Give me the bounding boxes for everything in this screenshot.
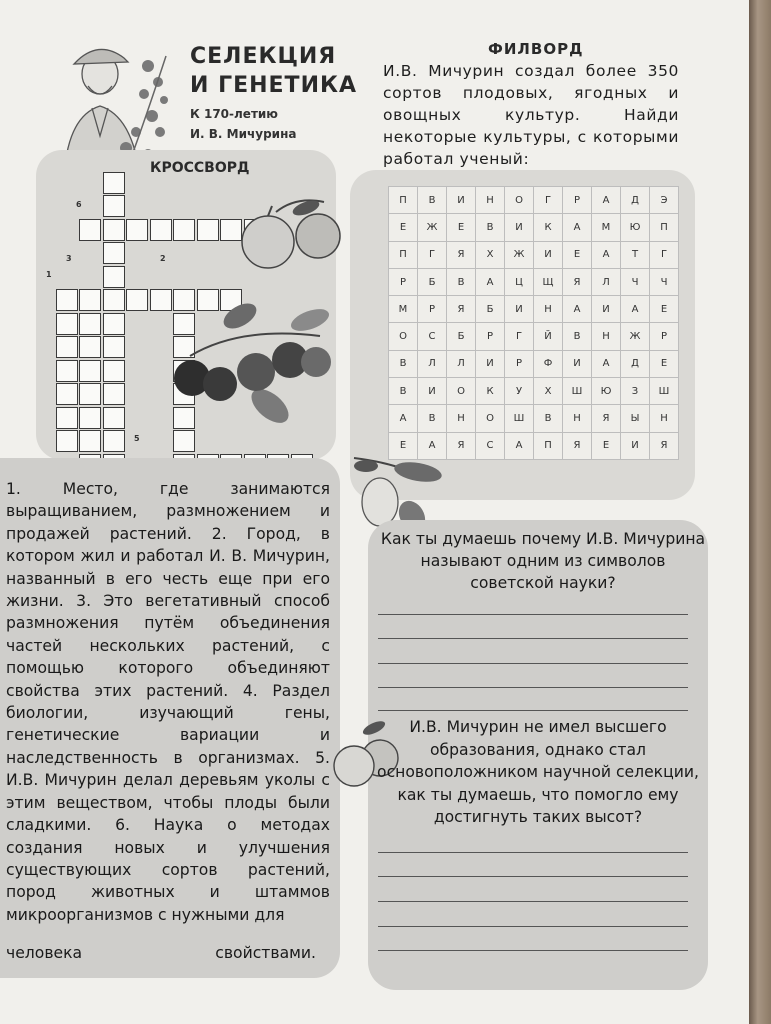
filword-cell: Н	[650, 405, 679, 432]
filword-cell: Н	[447, 405, 476, 432]
filword-cell: А	[592, 187, 621, 214]
filword-cell: Р	[389, 269, 418, 296]
filword-cell: А	[592, 242, 621, 269]
filword-cell: Ч	[621, 269, 650, 296]
page-subtitle	[190, 104, 296, 144]
subtitle-line-2: И. В. Мичурина	[190, 127, 297, 141]
crossword-cell[interactable]	[56, 289, 78, 311]
crossword-cell[interactable]	[56, 383, 78, 405]
filword-cell: А	[418, 433, 447, 460]
filword-cell: В	[476, 214, 505, 241]
crossword-clues: 1. Место, где занимаются выращиванием, размножением и продажей растений. 2. Город, в котором жил и работал И. В. Мичурин, названный в его честь еще при его жизни. 3. Это вегетативный способ размножения путём объединения частей нескольких растений, с помощью которого объединяют свойства этих растений. 4. Раздел биологии, изучающий гены, генетические вариации и наследственность в организмах. 5. И.В. Мичурин делал деревьям уколы с этим веществом, чтобы плоды были сладкими. 6. Наука о методах создания новых и улучшения существующих сортов растений, пород животных и штаммов микроорганизмов с нужными для	[6, 480, 330, 924]
crossword-cell[interactable]	[103, 430, 125, 452]
filword-cell: Л	[447, 351, 476, 378]
filword-cell: А	[505, 433, 534, 460]
filword-cell: Я	[447, 296, 476, 323]
crossword-number-2: 2	[160, 254, 166, 263]
filword-cell: И	[447, 187, 476, 214]
filword-cell: Н	[563, 405, 592, 432]
filword-cell: Л	[418, 351, 447, 378]
filword-cell: Е	[447, 214, 476, 241]
filword-cell: Г	[418, 242, 447, 269]
filword-cell: П	[650, 214, 679, 241]
filword-cell: Р	[563, 187, 592, 214]
filword-cell: А	[592, 351, 621, 378]
filword-cell: Р	[505, 351, 534, 378]
filword-cell: Н	[534, 296, 563, 323]
filword-grid	[388, 186, 679, 460]
filword-cell: А	[389, 405, 418, 432]
clues-end-right: свойствами.	[215, 944, 316, 962]
filword-cell: В	[418, 405, 447, 432]
filword-cell: Д	[621, 187, 650, 214]
crossword-cell[interactable]	[56, 407, 78, 429]
crossword-cell[interactable]	[103, 360, 125, 382]
filword-cell: З	[621, 378, 650, 405]
filword-cell: Ю	[592, 378, 621, 405]
filword-cell: О	[505, 187, 534, 214]
crossword-cell[interactable]	[79, 219, 101, 241]
filword-cell: В	[389, 378, 418, 405]
filword-cell: Ш	[650, 378, 679, 405]
clues-end-left: человека	[6, 944, 83, 962]
filword-cell: Ж	[418, 214, 447, 241]
filword-cell: И	[505, 214, 534, 241]
filword-cell: А	[563, 296, 592, 323]
filword-cell: И	[592, 296, 621, 323]
filword-cell: В	[418, 187, 447, 214]
filword-cell: Е	[563, 242, 592, 269]
filword-cell: Е	[592, 433, 621, 460]
filword-cell: И	[476, 351, 505, 378]
crossword-cell[interactable]	[173, 219, 195, 241]
filword-cell: Н	[592, 323, 621, 350]
answer-line-2-3	[378, 901, 688, 902]
crossword-cell[interactable]	[79, 360, 101, 382]
filword-cell: У	[505, 378, 534, 405]
filword-cell: С	[476, 433, 505, 460]
answer-line-2-2	[378, 876, 688, 877]
crossword-cell[interactable]	[56, 336, 78, 358]
filword-cell: Ж	[621, 323, 650, 350]
filword-cell: Г	[650, 242, 679, 269]
answer-line-1-1	[378, 614, 688, 615]
crossword-cell[interactable]	[150, 219, 172, 241]
filword-cell: Е	[389, 433, 418, 460]
filword-cell: В	[563, 323, 592, 350]
answer-line-1-5	[378, 710, 688, 711]
crossword-cell[interactable]	[79, 313, 101, 335]
filword-cell: Л	[592, 269, 621, 296]
answer-line-1-2	[378, 638, 688, 639]
crossword-cell[interactable]	[150, 289, 172, 311]
filword-cell: П	[389, 187, 418, 214]
filword-cell: Ю	[621, 214, 650, 241]
filword-cell: Щ	[534, 269, 563, 296]
filword-cell: П	[534, 433, 563, 460]
filword-cell: Я	[592, 405, 621, 432]
crossword-number-5: 5	[134, 434, 140, 443]
filword-cell: Э	[650, 187, 679, 214]
filword-cell: А	[476, 269, 505, 296]
filword-cell: Г	[534, 187, 563, 214]
crossword-cell[interactable]	[103, 195, 125, 217]
filword-cell: Й	[534, 323, 563, 350]
crossword-cell[interactable]	[56, 313, 78, 335]
answer-line-1-3	[378, 663, 688, 664]
filword-cell: Н	[476, 187, 505, 214]
crossword-cell[interactable]	[103, 407, 125, 429]
title-line-2: И ГЕНЕТИКА	[190, 73, 357, 98]
table-background	[749, 0, 771, 1024]
filword-cell: Ч	[650, 269, 679, 296]
filword-cell: Б	[447, 323, 476, 350]
filword-cell: И	[563, 351, 592, 378]
filword-cell: Е	[389, 214, 418, 241]
filword-cell: С	[418, 323, 447, 350]
crossword-cell[interactable]	[103, 313, 125, 335]
crossword-cell[interactable]	[56, 430, 78, 452]
filword-cell: Ж	[505, 242, 534, 269]
filword-cell: Я	[563, 269, 592, 296]
title-line-1: СЕЛЕКЦИЯ	[190, 44, 337, 69]
filword-cell: М	[592, 214, 621, 241]
plums-illustration	[170, 296, 340, 426]
crossword-cell[interactable]	[103, 219, 125, 241]
crossword-cell[interactable]	[79, 407, 101, 429]
crossword-cell[interactable]	[103, 172, 125, 194]
filword-cell: А	[563, 214, 592, 241]
filword-cell: Ф	[534, 351, 563, 378]
subtitle-line-1: К 170-летию	[190, 107, 278, 121]
crossword-number-6: 6	[76, 200, 82, 209]
filword-cell: Г	[505, 323, 534, 350]
filword-cell: Е	[650, 351, 679, 378]
filword-heading: ФИЛВОРД	[488, 40, 584, 58]
filword-cell: М	[389, 296, 418, 323]
apples-illustration	[236, 192, 346, 272]
filword-cell: Д	[621, 351, 650, 378]
crossword-cell[interactable]	[173, 430, 195, 452]
crossword-cell[interactable]	[197, 219, 219, 241]
filword-cell: В	[534, 405, 563, 432]
crossword-cell[interactable]	[103, 289, 125, 311]
filword-cell: Х	[534, 378, 563, 405]
filword-cell: Т	[621, 242, 650, 269]
filword-cell: Е	[650, 296, 679, 323]
crossword-clues-end	[6, 942, 330, 964]
filword-instructions: И.В. Мичурин создал более 350 сортов плодовых, ягодных и овощных культур. Найди некоторые культуры, с которыми работал ученый:	[383, 62, 679, 168]
filword-cell: Я	[563, 433, 592, 460]
crossword-number-1: 1	[46, 270, 52, 279]
crossword-cell[interactable]	[56, 360, 78, 382]
filword-cell: Р	[418, 296, 447, 323]
filword-cell: И	[621, 433, 650, 460]
filword-cell: К	[476, 378, 505, 405]
filword-cell: А	[621, 296, 650, 323]
crossword-cell[interactable]	[103, 266, 125, 288]
crossword-cell[interactable]	[79, 289, 101, 311]
question-1: Как ты думаешь почему И.В. Мичурина называют одним из символов советской науки?	[380, 530, 706, 592]
filword-cell: В	[389, 351, 418, 378]
crossword-cell[interactable]	[103, 242, 125, 264]
crossword-cell[interactable]	[103, 383, 125, 405]
filword-cell: Ш	[563, 378, 592, 405]
filword-cell: О	[476, 405, 505, 432]
filword-cell: Ы	[621, 405, 650, 432]
crossword-cell[interactable]	[79, 383, 101, 405]
crossword-cell[interactable]	[79, 430, 101, 452]
filword-cell: П	[389, 242, 418, 269]
crossword-cell[interactable]	[79, 336, 101, 358]
filword-cell: О	[447, 378, 476, 405]
filword-cell: Б	[476, 296, 505, 323]
question-2: И.В. Мичурин не имел высшего образования, однако стал основоположником научной селекции, как ты думаешь, что помогло ему достигнуть таких высот?	[377, 718, 699, 826]
page-title	[190, 42, 357, 100]
filword-cell: Я	[447, 242, 476, 269]
filword-cell: Б	[418, 269, 447, 296]
answer-line-1-4	[378, 687, 688, 688]
filword-cell: В	[447, 269, 476, 296]
filword-cell: О	[389, 323, 418, 350]
crossword-number-3: 3	[66, 254, 72, 263]
filword-cell: И	[534, 242, 563, 269]
answer-line-2-5	[378, 950, 688, 951]
crossword-heading: КРОССВОРД	[150, 160, 250, 176]
answer-line-2-1	[378, 852, 688, 853]
filword-cell: Ш	[505, 405, 534, 432]
answer-line-2-4	[378, 926, 688, 927]
filword-cell: И	[418, 378, 447, 405]
filword-cell: Ц	[505, 269, 534, 296]
crossword-cell[interactable]	[126, 289, 148, 311]
filword-cell: И	[505, 296, 534, 323]
filword-cell: Я	[650, 433, 679, 460]
filword-cell: Р	[650, 323, 679, 350]
filword-cell: Я	[447, 433, 476, 460]
crossword-cell[interactable]	[103, 336, 125, 358]
filword-cell: Х	[476, 242, 505, 269]
filword-cell: К	[534, 214, 563, 241]
filword-cell: Р	[476, 323, 505, 350]
crossword-cell[interactable]	[126, 219, 148, 241]
